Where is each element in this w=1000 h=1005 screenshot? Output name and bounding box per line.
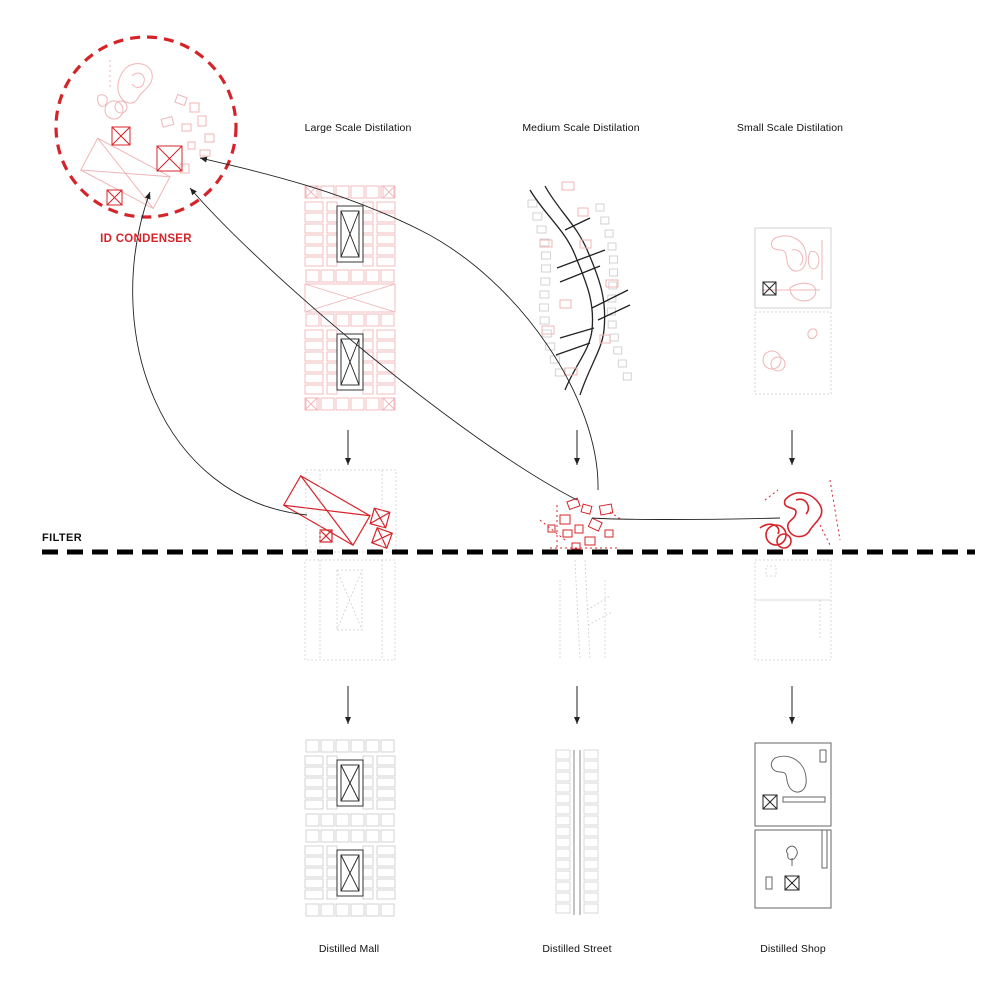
condenser-shop-boxes	[107, 127, 182, 205]
distilled-street-label: Distilled Street	[542, 943, 612, 955]
large-scale-mall-lines	[305, 186, 395, 410]
medium-scale-street-plan	[528, 182, 631, 395]
medium-scale-title: Medium Scale Distilation	[522, 122, 640, 134]
distilled-shop-label: Distilled Shop	[760, 943, 826, 955]
filter-label: FILTER	[42, 532, 83, 544]
filter-extract-shop	[760, 480, 840, 548]
id-condenser-label: ID CONDENSER	[100, 233, 192, 245]
id-condenser-group	[56, 37, 236, 217]
distilled-street-plan	[556, 750, 598, 915]
arrow-street-top-to-condenser	[200, 158, 598, 490]
filter-extract-mall	[284, 476, 393, 548]
distilled-mall-label: Distilled Mall	[318, 943, 380, 955]
id-condenser-dashed-circle	[56, 37, 236, 217]
distilled-mall-plan	[305, 740, 395, 916]
feedback-arrows	[133, 158, 780, 520]
large-scale-title: Large Scale Distilation	[304, 122, 412, 134]
distilled-shop-plan	[755, 743, 831, 908]
top-down-arrows	[348, 430, 792, 465]
filtered-ghost-plans	[305, 560, 831, 660]
bottom-down-arrows	[348, 686, 792, 724]
small-scale-title: Small Scale Distilation	[736, 122, 844, 134]
filter-extract-street	[540, 498, 622, 549]
small-scale-shop-plan	[755, 228, 831, 394]
id-condenser-collage	[81, 60, 214, 208]
large-scale-plan	[305, 186, 395, 410]
